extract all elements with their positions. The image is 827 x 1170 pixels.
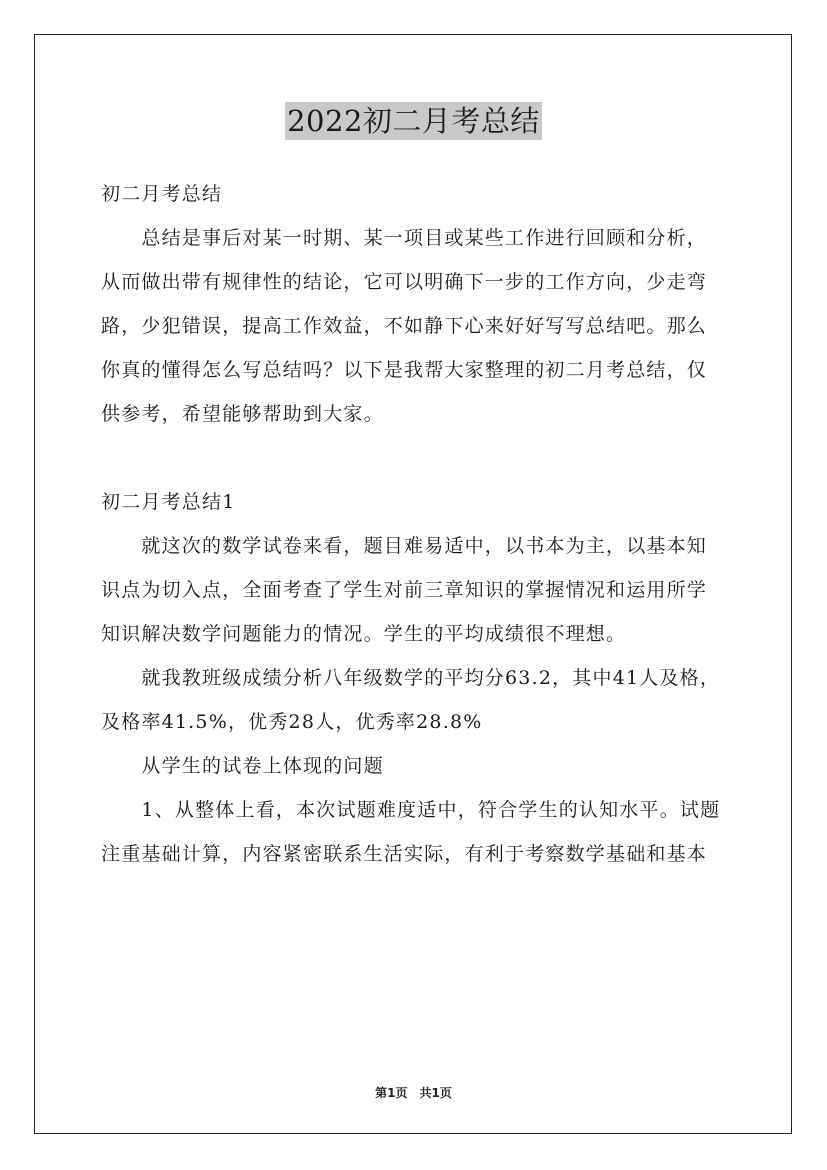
paragraph-line: 识点为切入点，全面考查了学生对前三章知识的掌握情况和运用所学 — [101, 579, 708, 601]
document-body — [101, 172, 731, 876]
paragraph-line: 从学生的试卷上体现的问题 — [101, 755, 384, 777]
title-container — [0, 102, 827, 140]
paragraph-line: 及格率41.5%，优秀28人，优秀率28.8% — [101, 711, 483, 733]
paragraph-line: 就这次的数学试卷来看，题目难易适中，以书本为主，以基本知 — [101, 535, 708, 557]
document-title: 2022初二月考总结 — [287, 104, 540, 138]
paragraph-line: 注重基础计算，内容紧密联系生活实际，有利于考察数学基础和基本 — [101, 843, 708, 865]
paragraph-line: 从而做出带有规律性的结论，它可以明确下一步的工作方向，少走弯 — [101, 271, 708, 293]
section-heading: 初二月考总结1 — [101, 491, 236, 513]
paragraph-line: 供参考，希望能够帮助到大家。 — [101, 403, 384, 425]
paragraph-line: 总结是事后对某一时期、某一项目或某些工作进行回顾和分析， — [101, 227, 708, 249]
page-number: 第1页 共1页 — [375, 1086, 452, 1100]
paragraph-line: 1、从整体上看，本次试题难度适中，符合学生的认知水平。试题 — [101, 799, 721, 821]
paragraph-line: 路，少犯错误，提高工作效益，不如静下心来好好写写总结吧。那么 — [101, 315, 708, 337]
paragraph-line: 你真的懂得怎么写总结吗？以下是我帮大家整理的初二月考总结，仅 — [101, 359, 708, 381]
blank-line — [101, 436, 731, 480]
section-heading: 初二月考总结 — [101, 183, 223, 205]
paragraph-line: 知识解决数学问题能力的情况。学生的平均成绩很不理想。 — [101, 623, 627, 645]
paragraph-line: 就我教班级成绩分析八年级数学的平均分63.2，其中41人及格， — [101, 667, 721, 689]
page-footer — [0, 1084, 827, 1101]
